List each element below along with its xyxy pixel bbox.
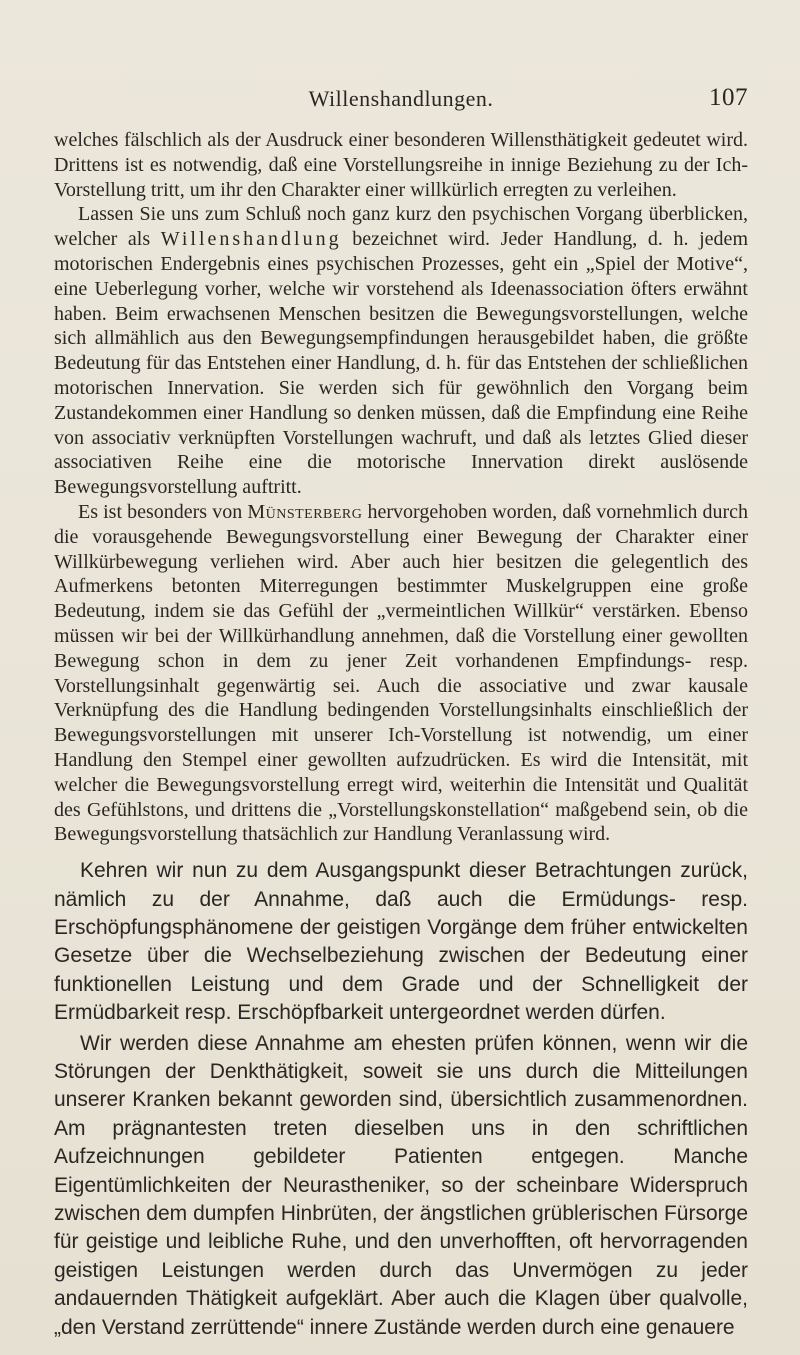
text-block-sans: [54, 857, 748, 1342]
paragraph-3-text-start: Es ist besonders von: [78, 500, 248, 523]
running-head: Willenshandlungen.: [308, 86, 494, 111]
paragraph-2-text-end: bezeichnet wird. Jeder Handlung, d. h. jedem motorischen Endergebnis eines psychischen Prozesses, geht ein „Spiel der Motive“, eine Ueberlegung vorher, welche wir vorstehend als Ideenassociation öfters erwähnt haben. Beim erwachsenen Menschen besitzen die Bewegungsvorstellungen, welche sich allmählich aus den Bewegungsempfindungen herausgebildet haben, die größte Bedeutung für das Entstehen einer Handlung, d. h. für das Entstehen der schließlichen motorischen Innervation. Sie werden sich für gewöhnlich den Vorgang beim Zustandekommen einer Handlung so denken müssen, daß die Empfindung eine Reihe von associativ verknüpften Vorstellungen wachruft, und daß als letztes Glied dieser associativen Reihe eine die motorische Innervation direkt auslösende Bewegungsvorstellung auftritt.: [54, 228, 748, 499]
paragraph-3: [54, 500, 748, 847]
paragraph-4: [54, 857, 748, 1027]
paragraph-2-text-start: Lassen Sie uns zum Schluß noch ganz kurz den psychischen Vorgang überblicken, welcher als: [54, 203, 748, 251]
paragraph-3-text-end: hervorgehoben worden, daß vornehmlich durch die vorausgehende Bewegungsvorstellung einer Bewegung der Charakter einer Willkürbewegung verliehen wird. Aber auch hier besitzen die gelegentlich des Aufmerkens betonten Miterregungen bestimmter Muskelgruppen eine große Bedeutung, indem sie das Gefühl der „vermeintlichen Willkür“ verstärken. Ebenso müssen wir bei der Willkürhandlung annehmen, daß die Vorstellung einer gewollten Bewegung schon in dem zu jener Zeit vorhandenen Empfindungs- resp. Vorstellungsinhalt gegenwärtig sei. Auch die associative und zwar kausale Verknüpfung des die Handlung bedingenden Vorstellungsinhalts einschließlich der Bewegungsvorstellungen mit unserer Ich-Vorstellung ist notwendig, um einer Handlung den Stempel einer gewollten aufzudrücken. Es wird die Intensität, mit welcher die Bewegungsvorstellung erregt wird, weiterhin die Intensität und Qualität des Gefühlstons, und drittens die „Vorstellungskonstellation“ maßgebend sein, ob die Bewegungsvorstellung thatsächlich zur Handlung Veranlassung wird.: [54, 500, 748, 846]
page-body: [54, 128, 748, 1342]
paragraph-5-text: Wir werden diese Annahme am ehesten prüfen können, wenn wir die Störungen der Denkthätigkeit, soweit sie uns durch die Mitteilungen unserer Kranken bekannt geworden sind, übersichtlich zusammenordnen. Am prägnantesten treten dieselben uns in den schriftlichen Aufzeichnungen gebildeter Patienten entgegen. Manche Eigentümlichkeiten der Neurastheniker, so der scheinbare Widerspruch zwischen dem dumpfen Hinbrüten, der ängstlichen grüblerischen Fürsorge für geistige und leibliche Ruhe, und den unverhofften, oft hervorragenden geistigen Leistungen werden durch das Unvermögen zu jeder andauernden Thätigkeit aufgeklärt. Aber auch die Klagen über qualvolle, „den Verstand zerrüttende“ innere Zustände werden durch eine genauere: [54, 1031, 748, 1339]
paragraph-1: [54, 128, 748, 202]
author-name-muensterberg: Münsterberg: [247, 500, 363, 523]
paragraph-4-text: Kehren wir nun zu dem Ausgangspunkt dieser Betrachtungen zurück, nämlich zu der Annahme, daß auch die Ermüdungs- resp. Erschöpfungsphänomene der geistigen Vorgänge dem früher entwickelten Gesetze über die Wechselbeziehung zwischen der Bedeutung einer funktionellen Leistung und dem Grade und der Schnelligkeit der Ermüdbarkeit resp. Erschöpfbarkeit untergeordnet werden dürfen.: [54, 859, 748, 1025]
text-block-serif: [54, 128, 748, 847]
page-header: [54, 86, 748, 120]
paragraph-2: [54, 202, 748, 500]
page-number: 107: [709, 84, 748, 111]
paragraph-5: [54, 1030, 748, 1342]
paragraph-1-text: welches fälschlich als der Ausdruck einer besonderen Willensthätigkeit gedeutet wird. Drittens ist es notwendig, daß eine Vorstellungsreihe in innige Beziehung zu der Ich-Vorstellung tritt, um ihr den Charakter einer willkürlich erregten zu verleihen.: [54, 129, 748, 201]
spaced-term-willenshandlung: Willenshandlung: [160, 228, 342, 251]
